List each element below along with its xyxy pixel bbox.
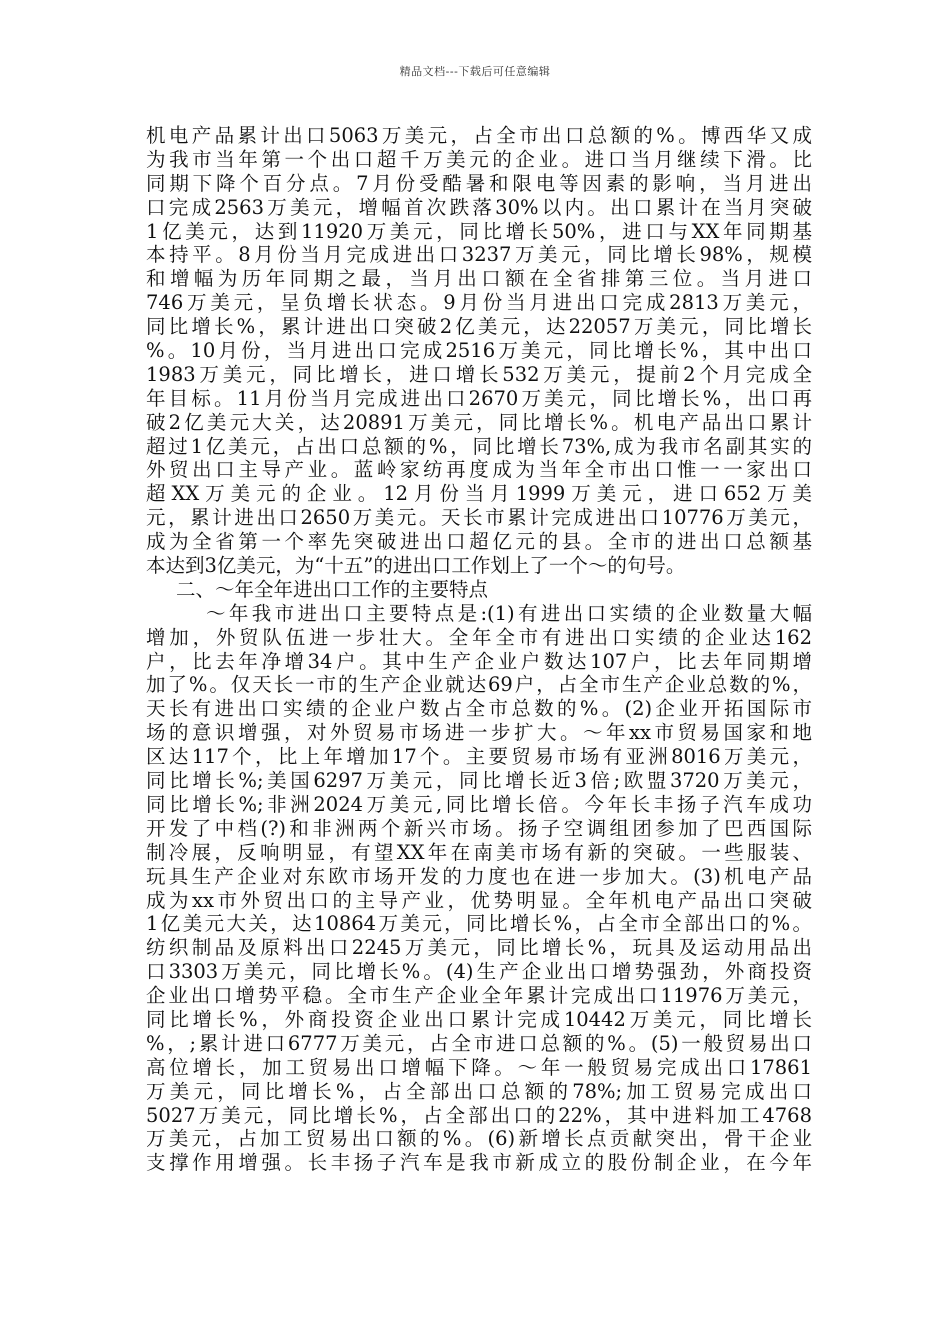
text-line: 成为全省第一个率先突破进出口超亿元的县。全市的进出口总额基 — [146, 530, 812, 554]
page-header: 精品文档---下载后可任意编辑 — [399, 65, 551, 78]
text-line: 本持平。8月份当月完成进出口3237万美元，同比增长98%，规模 — [146, 243, 812, 267]
text-line: 1亿美元，达到11920万美元，同比增长50%，进口与XX年同期基 — [146, 219, 812, 243]
text-line: 超XX万美元的企业。12月份当月1999万美元，进口652万美 — [146, 482, 812, 506]
text-line: 增加，外贸队伍进一步壮大。全年全市有进出口实绩的企业达162 — [146, 625, 812, 649]
document-body — [146, 124, 812, 1175]
section-heading: 二、～年全年进出口工作的主要特点 — [176, 577, 489, 601]
text-line: 同期下降个百分点。7月份受酷暑和限电等因素的影响，当月进出 — [146, 171, 812, 195]
text-line: 破2亿美元大关，达20891万美元，同比增长%。机电产品出口累计 — [146, 410, 812, 434]
text-line: 口3303万美元，同比增长%。(4)生产企业出口增势强劲，外商投资 — [146, 960, 812, 984]
text-line: 机电产品累计出口5063万美元，占全市出口总额的%。博西华又成 — [146, 124, 812, 147]
text-line: 玩具生产企业对东欧市场开发的力度也在进一步加大。(3)机电产品 — [146, 864, 812, 888]
text-line: 纺织制品及原料出口2245万美元，同比增长%，玩具及运动用品出 — [146, 936, 812, 960]
text-line: 户，比去年净增34户。其中生产企业户数达107户，比去年同期增 — [146, 649, 812, 673]
text-line: 制冷展，反响明显，有望XX年在南美市场有新的突破。一些服装、 — [146, 840, 812, 864]
text-line: 高位增长，加工贸易出口增幅下降。～年一般贸易完成出口17861 — [146, 1055, 812, 1079]
text-line: 同比增长%;美国6297万美元，同比增长近3倍;欧盟3720万美元， — [146, 769, 812, 793]
text-line: 同比增长%，外商投资企业出口累计完成10442万美元，同比增长 — [146, 1007, 812, 1031]
text-line: 成为xx市外贸出口的主导产业，优势明显。全年机电产品出口突破 — [146, 888, 812, 912]
text-line: %。10月份，当月进出口完成2516万美元，同比增长%，其中出口 — [146, 339, 812, 363]
text-line: 同比增长%;非洲2024万美元,同比增长倍。今年长丰扬子汽车成功 — [146, 792, 812, 816]
text-line: 本达到3亿美元，为“十五”的进出口工作划上了一个～的句号。 — [146, 554, 686, 578]
text-line: 万美元，同比增长%，占全部出口总额的78%;加工贸易完成出口 — [146, 1079, 812, 1103]
text-line: 天长有进出口实绩的企业户数占全市总数的%。(2)企业开拓国际市 — [146, 697, 812, 721]
text-line: 5027万美元，同比增长%，占全部出口的22%，其中进料加工4768 — [146, 1103, 812, 1127]
text-line: 外贸出口主导产业。蓝岭家纺再度成为当年全市出口惟一一家出口 — [146, 458, 812, 482]
text-line: ～年我市进出口主要特点是:(1)有进出口实绩的企业数量大幅 — [206, 601, 812, 625]
text-line: 支撑作用增强。长丰扬子汽车是我市新成立的股份制企业，在今年 — [146, 1151, 812, 1175]
text-line: 1亿美元大关，达10864万美元，同比增长%，占全市全部出口的%。 — [146, 912, 812, 936]
text-line: 1983万美元，同比增长，进口增长532万美元，提前2个月完成全 — [146, 362, 812, 386]
text-line: 开发了中档(?)和非洲两个新兴市场。扬子空调组团参加了巴西国际 — [146, 816, 812, 840]
text-line: 企业出口增势平稳。全市生产企业全年累计完成出口11976万美元， — [146, 984, 812, 1008]
text-line: 场的意识增强，对外贸易市场进一步扩大。～年xx市贸易国家和地 — [146, 721, 812, 745]
text-line: 年目标。11月份当月完成进出口2670万美元，同比增长%，出口再 — [146, 386, 812, 410]
text-line: 和增幅为历年同期之最，当月出口额在全省排第三位。当月进口 — [146, 267, 812, 291]
text-line: 口完成2563万美元，增幅首次跌落30%以内。出口累计在当月突破 — [146, 195, 812, 219]
text-line: 746万美元，呈负增长状态。9月份当月进出口完成2813万美元， — [146, 291, 812, 315]
text-line: 超过1亿美元，占出口总额的%，同比增长73%,成为我市名副其实的 — [146, 434, 812, 458]
text-line: 区达117个，比上年增加17个。主要贸易市场有亚洲8016万美元， — [146, 745, 812, 769]
text-line: %，;累计进口6777万美元，占全市进口总额的%。(5)一般贸易出口 — [146, 1031, 812, 1055]
text-line: 元，累计进出口2650万美元。天长市累计完成进出口10776万美元， — [146, 506, 812, 530]
text-line: 加了%。仅天长一市的生产企业就达69户，占全市生产企业总数的%， — [146, 673, 812, 697]
text-line: 同比增长%，累计进出口突破2亿美元，达22057万美元，同比增长 — [146, 315, 812, 339]
text-line: 为我市当年第一个出口超千万美元的企业。进口当月继续下滑。比 — [146, 147, 812, 171]
text-line: 万美元，占加工贸易出口额的%。(6)新增长点贡献突出，骨干企业 — [146, 1127, 812, 1151]
